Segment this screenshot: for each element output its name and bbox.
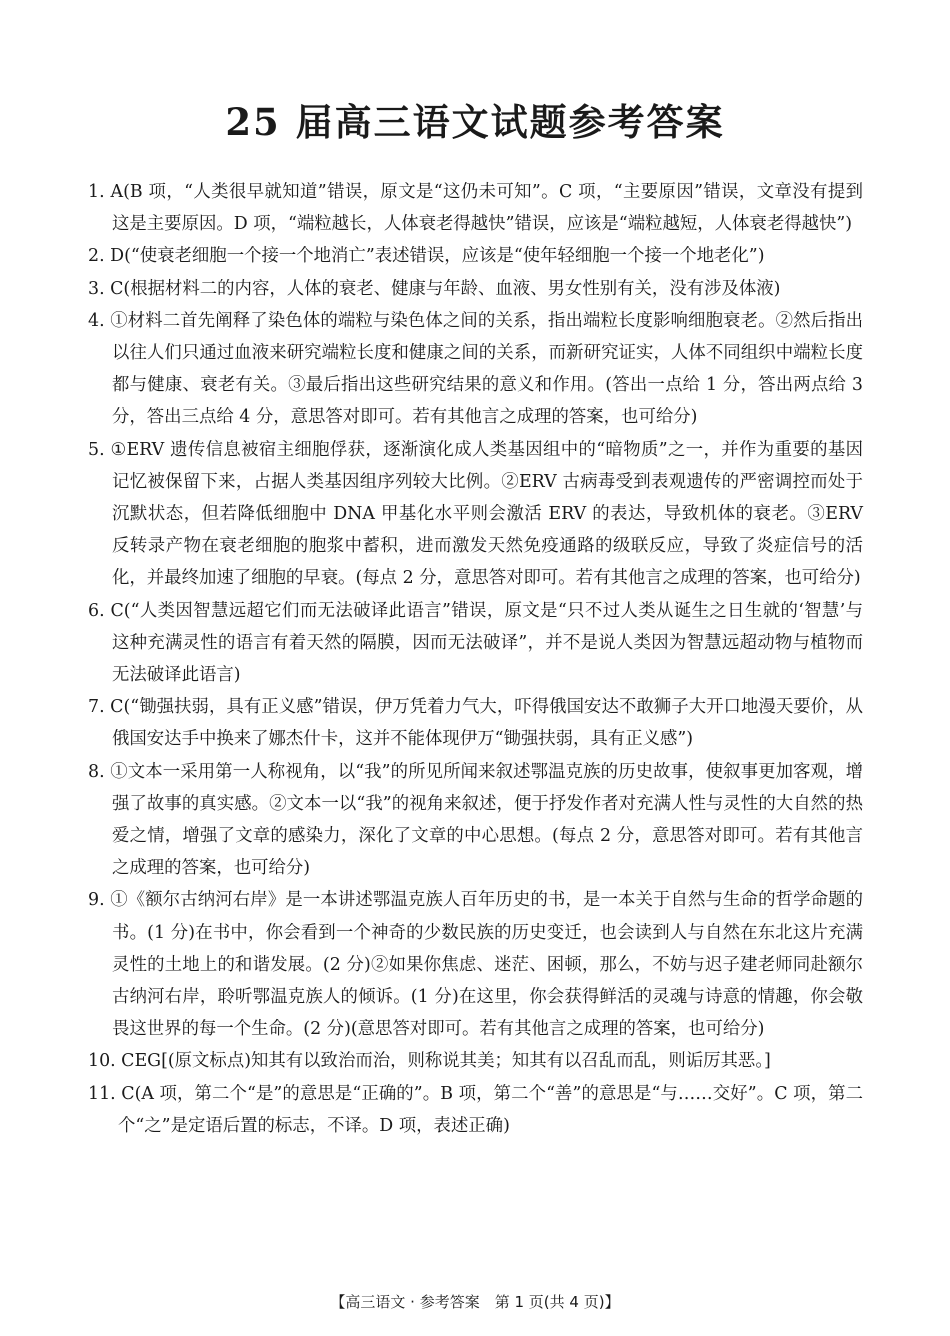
answer-item: 1. A(B 项，“人类很早就知道”错误，原文是“这仍未可知”。C 项，“主要原因”错误，文章没有提到这是主要原因。D 项，“端粒越长，人体衰老得越快”错误，应该是“端粒越短，人体衰老得越快”) [88,182,863,235]
answer-item: 2. D(“使衰老细胞一个接一个地消亡”表述错误，应该是“使年轻细胞一个接一个地老化”) [88,246,765,267]
answer-item: 4. ①材料二首先阐释了染色体的端粒与染色体之间的关系，指出端粒长度影响细胞衰老。②然后指出以往人们只通过血液来研究端粒长度和健康之间的关系，而新研究证实，人体不同组织中端粒长度都与健康、衰老有关。③最后指出这些研究结果的意义和作用。(答出一点给 1 分，答出两点给 3 分，答出三点给 4 分，意思答对即可。若有其他言之成理的答案，也可给分) [88,310,863,428]
answer-item: 7. C(“锄强扶弱，具有正义感”错误，伊万凭着力气大，吓得俄国安达不敢狮子大开口地漫天要价，从俄国安达手中换来了娜杰什卡，这并不能体现伊万“锄强扶弱，具有正义感”) [88,697,863,750]
answer-list [88,176,863,1142]
answer-item: 5. ①ERV 遗传信息被宿主细胞俘获，逐渐演化成人类基因组中的“暗物质”之一，并作为重要的基因记忆被保留下来，占据人类基因组序列较大比例。②ERV 古病毒受到表观遗传的严密调控而处于沉默状态，但若降低细胞中 DNA 甲基化水平则会激活 ERV 的表达，导致机体的衰老。③ERV 反转录产物在衰老细胞的胞浆中蓄积，进而激发天然免疫通路的级联反应，导致了炎症信号的活化，并最终加速了细胞的早衰。(每点 2 分，意思答对即可。若有其他言之成理的答案，也可给分) [88,439,863,589]
page-title: 25 届高三语文试题参考答案 [225,100,725,144]
answer-item: 6. C(“人类因智慧远超它们而无法破译此语言”错误，原文是“只不过人类从诞生之日生就的‘智慧’与这种充满灵性的语言有着天然的隔膜，因而无法破译”，并不是说人类因为智慧远超动物与植物而无法破译此语言) [88,600,863,686]
page-footer: 【高三语文 · 参考答案 第 1 页(共 4 页)】 [330,1293,620,1311]
answer-item: 10. CEG[(原文标点)知其有以致治而治，则称说其美；知其有以召乱而乱，则诟厉其恶。] [88,1051,771,1072]
answer-item: 9. ①《额尔古纳河右岸》是一本讲述鄂温克族人百年历史的书，是一本关于自然与生命的哲学命题的书。(1 分)在书中，你会看到一个神奇的少数民族的历史变迁，也会读到人与自然在东北这片充满灵性的土地上的和谐发展。(2 分)②如果你焦虑、迷茫、困顿，那么，不妨与迟子建老师同赴额尔古纳河右岸，聆听鄂温克族人的倾诉。(1 分)在这里，你会获得鲜活的灵魂与诗意的情趣，你会敬畏这世界的每一个生命。(2 分)(意思答对即可。若有其他言之成理的答案，也可给分) [88,890,863,1040]
answer-item: 3. C(根据材料二的内容，人体的衰老、健康与年龄、血液、男女性别有关，没有涉及体液) [88,278,781,299]
answer-item: 11. C(A 项，第二个“是”的意思是“正确的”。B 项，第二个“善”的意思是“与……交好”。C 项，第二个“之”是定语后置的标志，不译。D 项，表述正确) [88,1083,863,1136]
answer-item: 8. ①文本一采用第一人称视角，以“我”的所见所闻来叙述鄂温克族的历史故事，使叙事更加客观，增强了故事的真实感。②文本一以“我”的视角来叙述，便于抒发作者对充满人性与灵性的大自然的热爱之情，增强了文章的感染力，深化了文章的中心思想。(每点 2 分，意思答对即可。若有其他言之成理的答案，也可给分) [88,761,863,879]
